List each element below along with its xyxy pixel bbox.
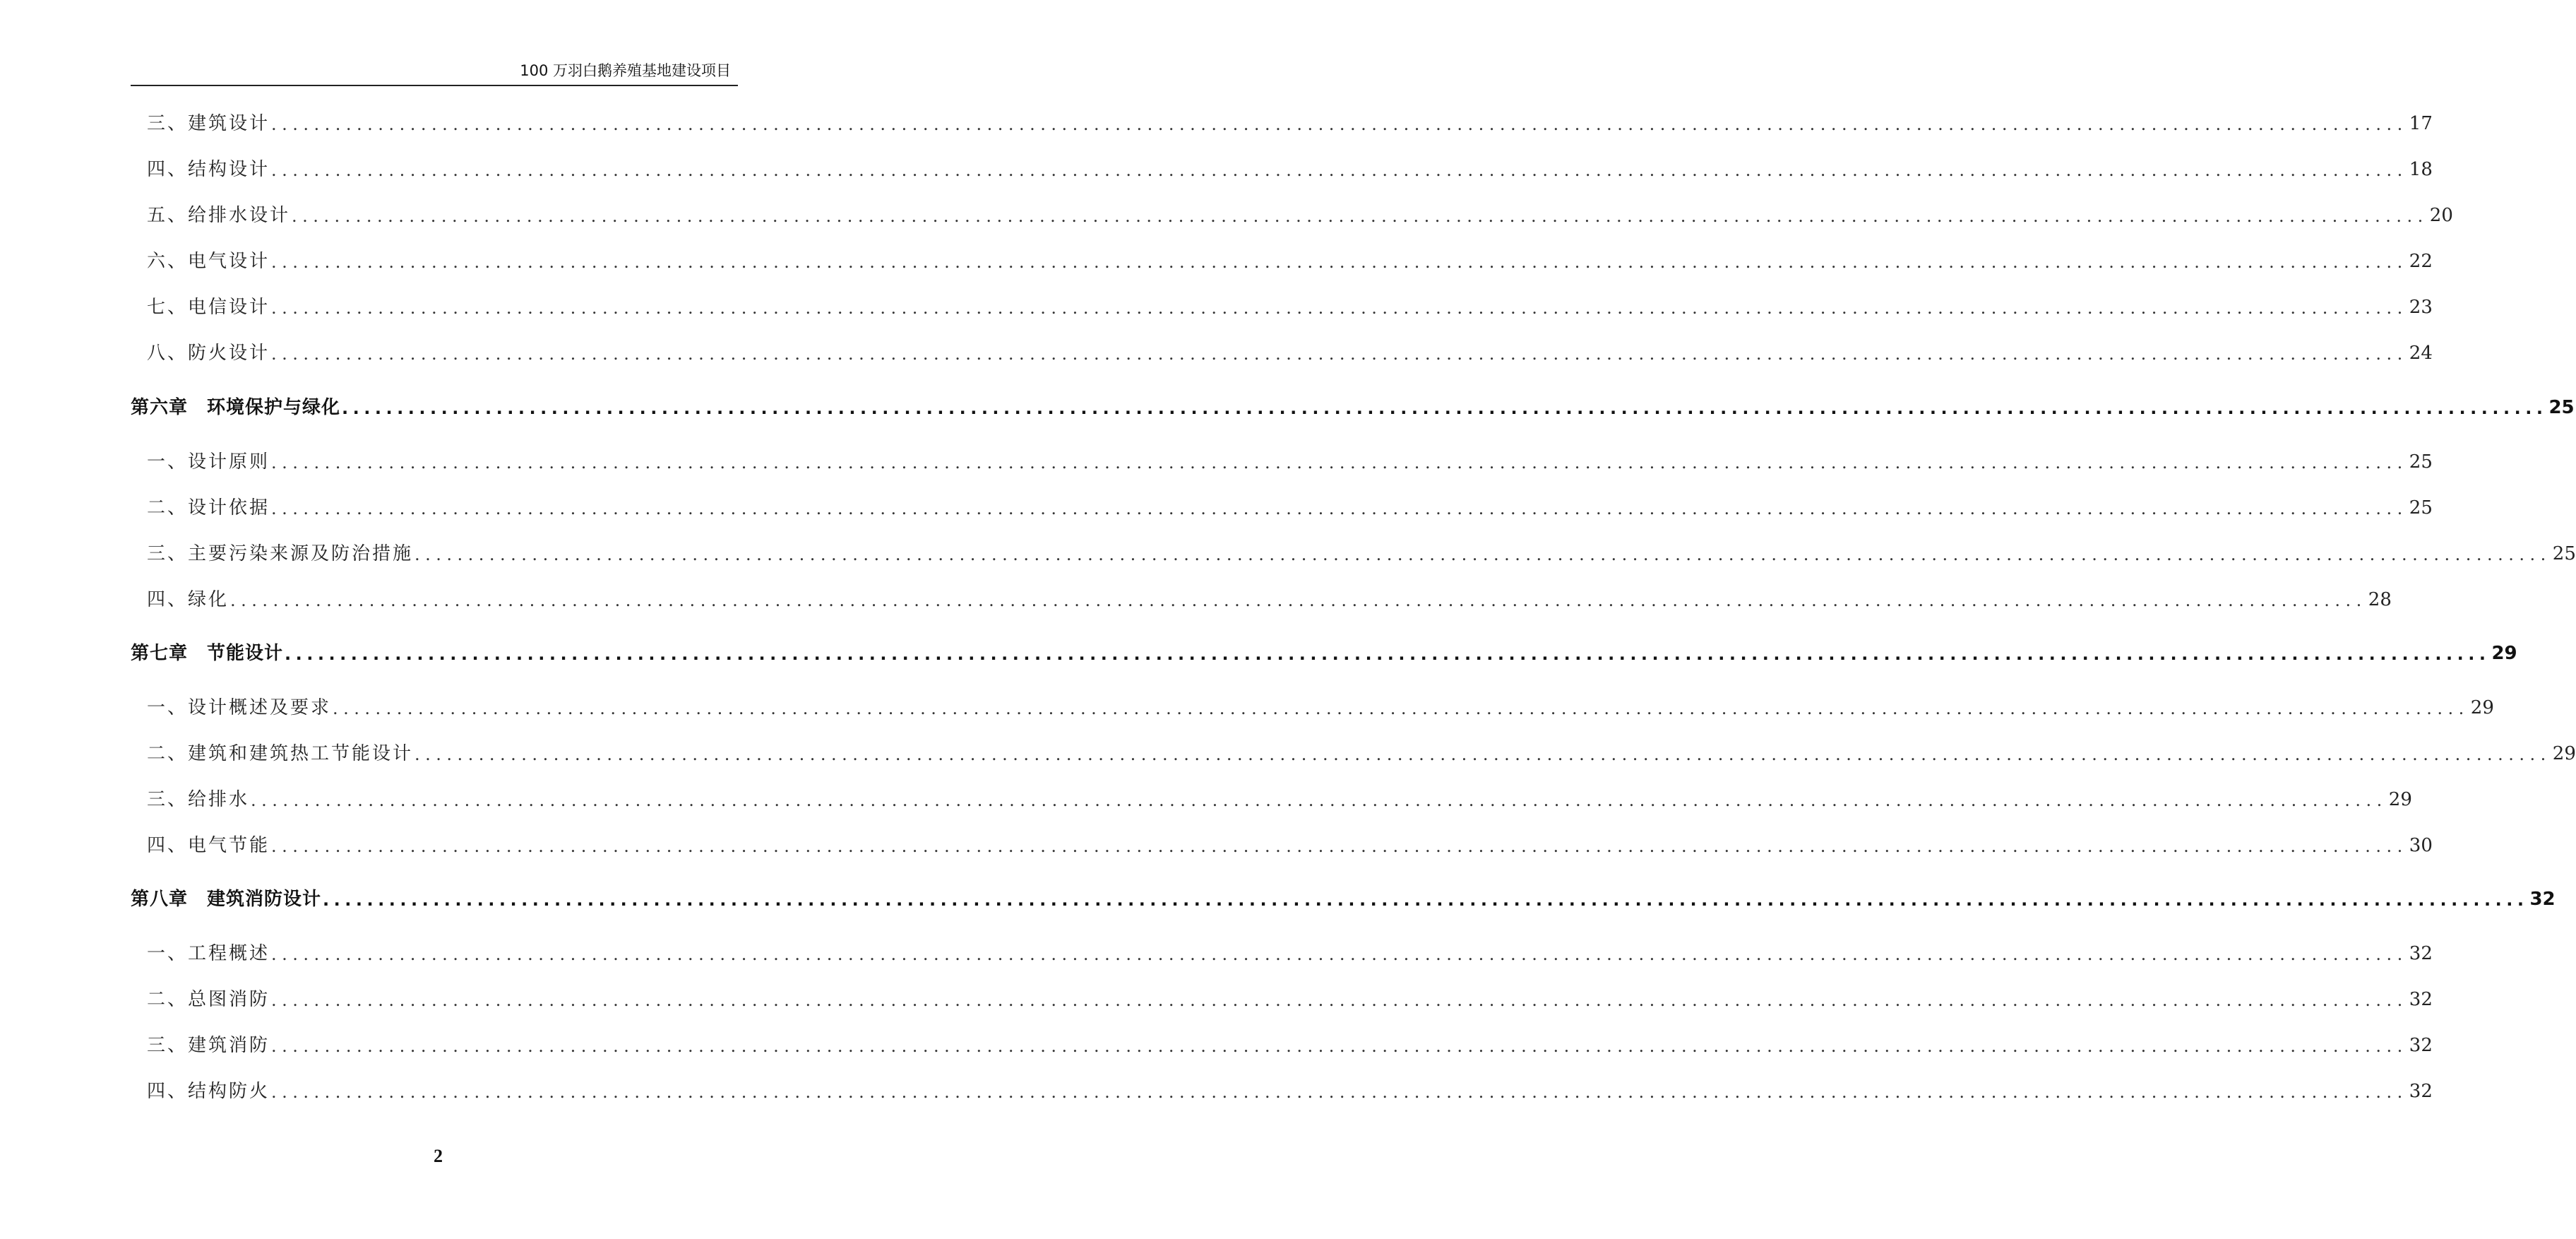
toc-entry-page: 25 <box>2409 497 2433 518</box>
toc-entry-chapter[interactable] <box>0 389 2575 418</box>
toc-entry-chapter[interactable] <box>0 634 2517 664</box>
toc-entry-section[interactable] <box>0 1026 2433 1056</box>
toc-entry-page: 32 <box>2409 1035 2433 1056</box>
toc-leader-dots: ........................................................................................................................................................................................................ <box>271 114 2408 134</box>
toc-entry-label: 七、电信设计 <box>147 297 270 318</box>
toc-leader-dots: ........................................................................................................................................................................................................ <box>415 545 2551 564</box>
toc-entry-page: 18 <box>2409 159 2433 180</box>
toc-leader-dots: ........................................................................................................................................................................................................ <box>342 398 2548 418</box>
toc-entry-section[interactable] <box>0 150 2433 180</box>
toc-leader-dots: ........................................................................................................................................................................................................ <box>271 344 2408 364</box>
toc-entry-page: 22 <box>2409 251 2433 272</box>
toc-entry-page: 32 <box>2409 989 2433 1010</box>
toc-entry-section[interactable] <box>0 781 2412 810</box>
toc-entry-section[interactable] <box>0 980 2433 1010</box>
toc-entry-label: 二、总图消防 <box>147 989 270 1010</box>
toc-entry-page: 29 <box>2470 697 2494 718</box>
toc-entry-page: 29 <box>2552 743 2576 764</box>
toc-leader-dots: ........................................................................................................................................................................................................ <box>271 298 2408 318</box>
page-number: 2 <box>434 1146 443 1166</box>
toc-entry-label: 四、绿化 <box>147 589 229 610</box>
toc-leader-dots: ........................................................................................................................................................................................................ <box>333 699 2469 718</box>
toc-entry-label: 第六章 环境保护与绿化 <box>131 397 341 418</box>
toc-leader-dots: ........................................................................................................................................................................................................ <box>415 745 2551 764</box>
toc-entry-section[interactable] <box>0 689 2494 718</box>
toc-entry-section[interactable] <box>0 288 2433 318</box>
toc-entry-section[interactable] <box>0 105 2433 134</box>
toc-leader-dots: ........................................................................................................................................................................................................ <box>271 836 2408 856</box>
toc-entry-label: 三、主要污染来源及防治措施 <box>147 543 414 564</box>
toc-leader-dots: ........................................................................................................................................................................................................ <box>323 890 2529 910</box>
toc-entry-page: 24 <box>2409 343 2433 364</box>
toc-entry-section[interactable] <box>0 489 2433 518</box>
toc-entry-page: 17 <box>2409 113 2433 134</box>
toc-entry-chapter[interactable] <box>0 880 2556 910</box>
toc-entry-section[interactable] <box>0 735 2576 764</box>
toc-entry-label: 一、工程概述 <box>147 943 270 964</box>
toc-entry-label: 八、防火设计 <box>147 343 270 364</box>
toc-entry-page: 28 <box>2368 589 2392 610</box>
toc-entry-page: 29 <box>2388 789 2412 810</box>
toc-entry-section[interactable] <box>0 443 2433 473</box>
toc-entry-page: 25 <box>2548 397 2575 418</box>
toc-entry-label: 二、建筑和建筑热工节能设计 <box>147 743 414 764</box>
toc-leader-dots: ........................................................................................................................................................................................................ <box>271 453 2408 473</box>
toc-entry-section[interactable] <box>0 1072 2433 1102</box>
toc-entry-label: 六、电气设计 <box>147 251 270 272</box>
toc-entry-label: 三、建筑设计 <box>147 113 270 134</box>
toc-entry-page: 25 <box>2409 451 2433 473</box>
toc-entry-page: 32 <box>2409 1081 2433 1102</box>
toc-leader-dots: ........................................................................................................................................................................................................ <box>251 790 2387 810</box>
toc-leader-dots: ........................................................................................................................................................................................................ <box>271 252 2408 272</box>
toc-entry-page: 29 <box>2491 643 2517 664</box>
toc-leader-dots: ........................................................................................................................................................................................................ <box>271 944 2408 964</box>
toc-entry-label: 二、设计依据 <box>147 497 270 518</box>
toc-leader-dots: ........................................................................................................................................................................................................ <box>271 1082 2408 1102</box>
toc-entry-label: 第八章 建筑消防设计 <box>131 889 322 910</box>
toc-leader-dots: ........................................................................................................................................................................................................ <box>230 591 2367 610</box>
toc-entry-label: 一、设计原则 <box>147 451 270 473</box>
toc-leader-dots: ........................................................................................................................................................................................................ <box>271 1036 2408 1056</box>
toc-entry-page: 30 <box>2409 835 2433 856</box>
toc-leader-dots: ........................................................................................................................................................................................................ <box>271 990 2408 1010</box>
toc-entry-label: 四、结构设计 <box>147 159 270 180</box>
toc-entry-section[interactable] <box>0 826 2433 856</box>
toc-entry-label: 一、设计概述及要求 <box>147 697 332 718</box>
toc-entry-label: 三、给排水 <box>147 789 250 810</box>
toc-entry-label: 第七章 节能设计 <box>131 643 284 664</box>
toc-entry-label: 三、建筑消防 <box>147 1035 270 1056</box>
toc-entry-section[interactable] <box>0 935 2433 964</box>
toc-entry-label: 五、给排水设计 <box>147 205 291 226</box>
toc-entry-section[interactable] <box>0 334 2433 364</box>
toc-leader-dots: ........................................................................................................................................................................................................ <box>271 160 2408 180</box>
toc-leader-dots: ........................................................................................................................................................................................................ <box>292 206 2428 226</box>
toc-entry-page: 23 <box>2409 297 2433 318</box>
toc-entry-label: 四、电气节能 <box>147 835 270 856</box>
toc-entry-page: 25 <box>2552 543 2576 564</box>
toc-leader-dots: ........................................................................................................................................................................................................ <box>285 644 2491 664</box>
toc-entry-section[interactable] <box>0 535 2576 564</box>
toc-entry-page: 32 <box>2529 889 2556 910</box>
toc-entry-page: 32 <box>2409 943 2433 964</box>
header-title: 100 万羽白鹅养殖基地建设项目 <box>520 62 731 79</box>
toc-entry-page: 20 <box>2429 205 2453 226</box>
toc-leader-dots: ........................................................................................................................................................................................................ <box>271 499 2408 518</box>
toc-entry-section[interactable] <box>0 196 2453 226</box>
toc-entry-section[interactable] <box>0 242 2433 272</box>
toc-entry-label: 四、结构防火 <box>147 1081 270 1102</box>
toc-entry-section[interactable] <box>0 581 2392 610</box>
